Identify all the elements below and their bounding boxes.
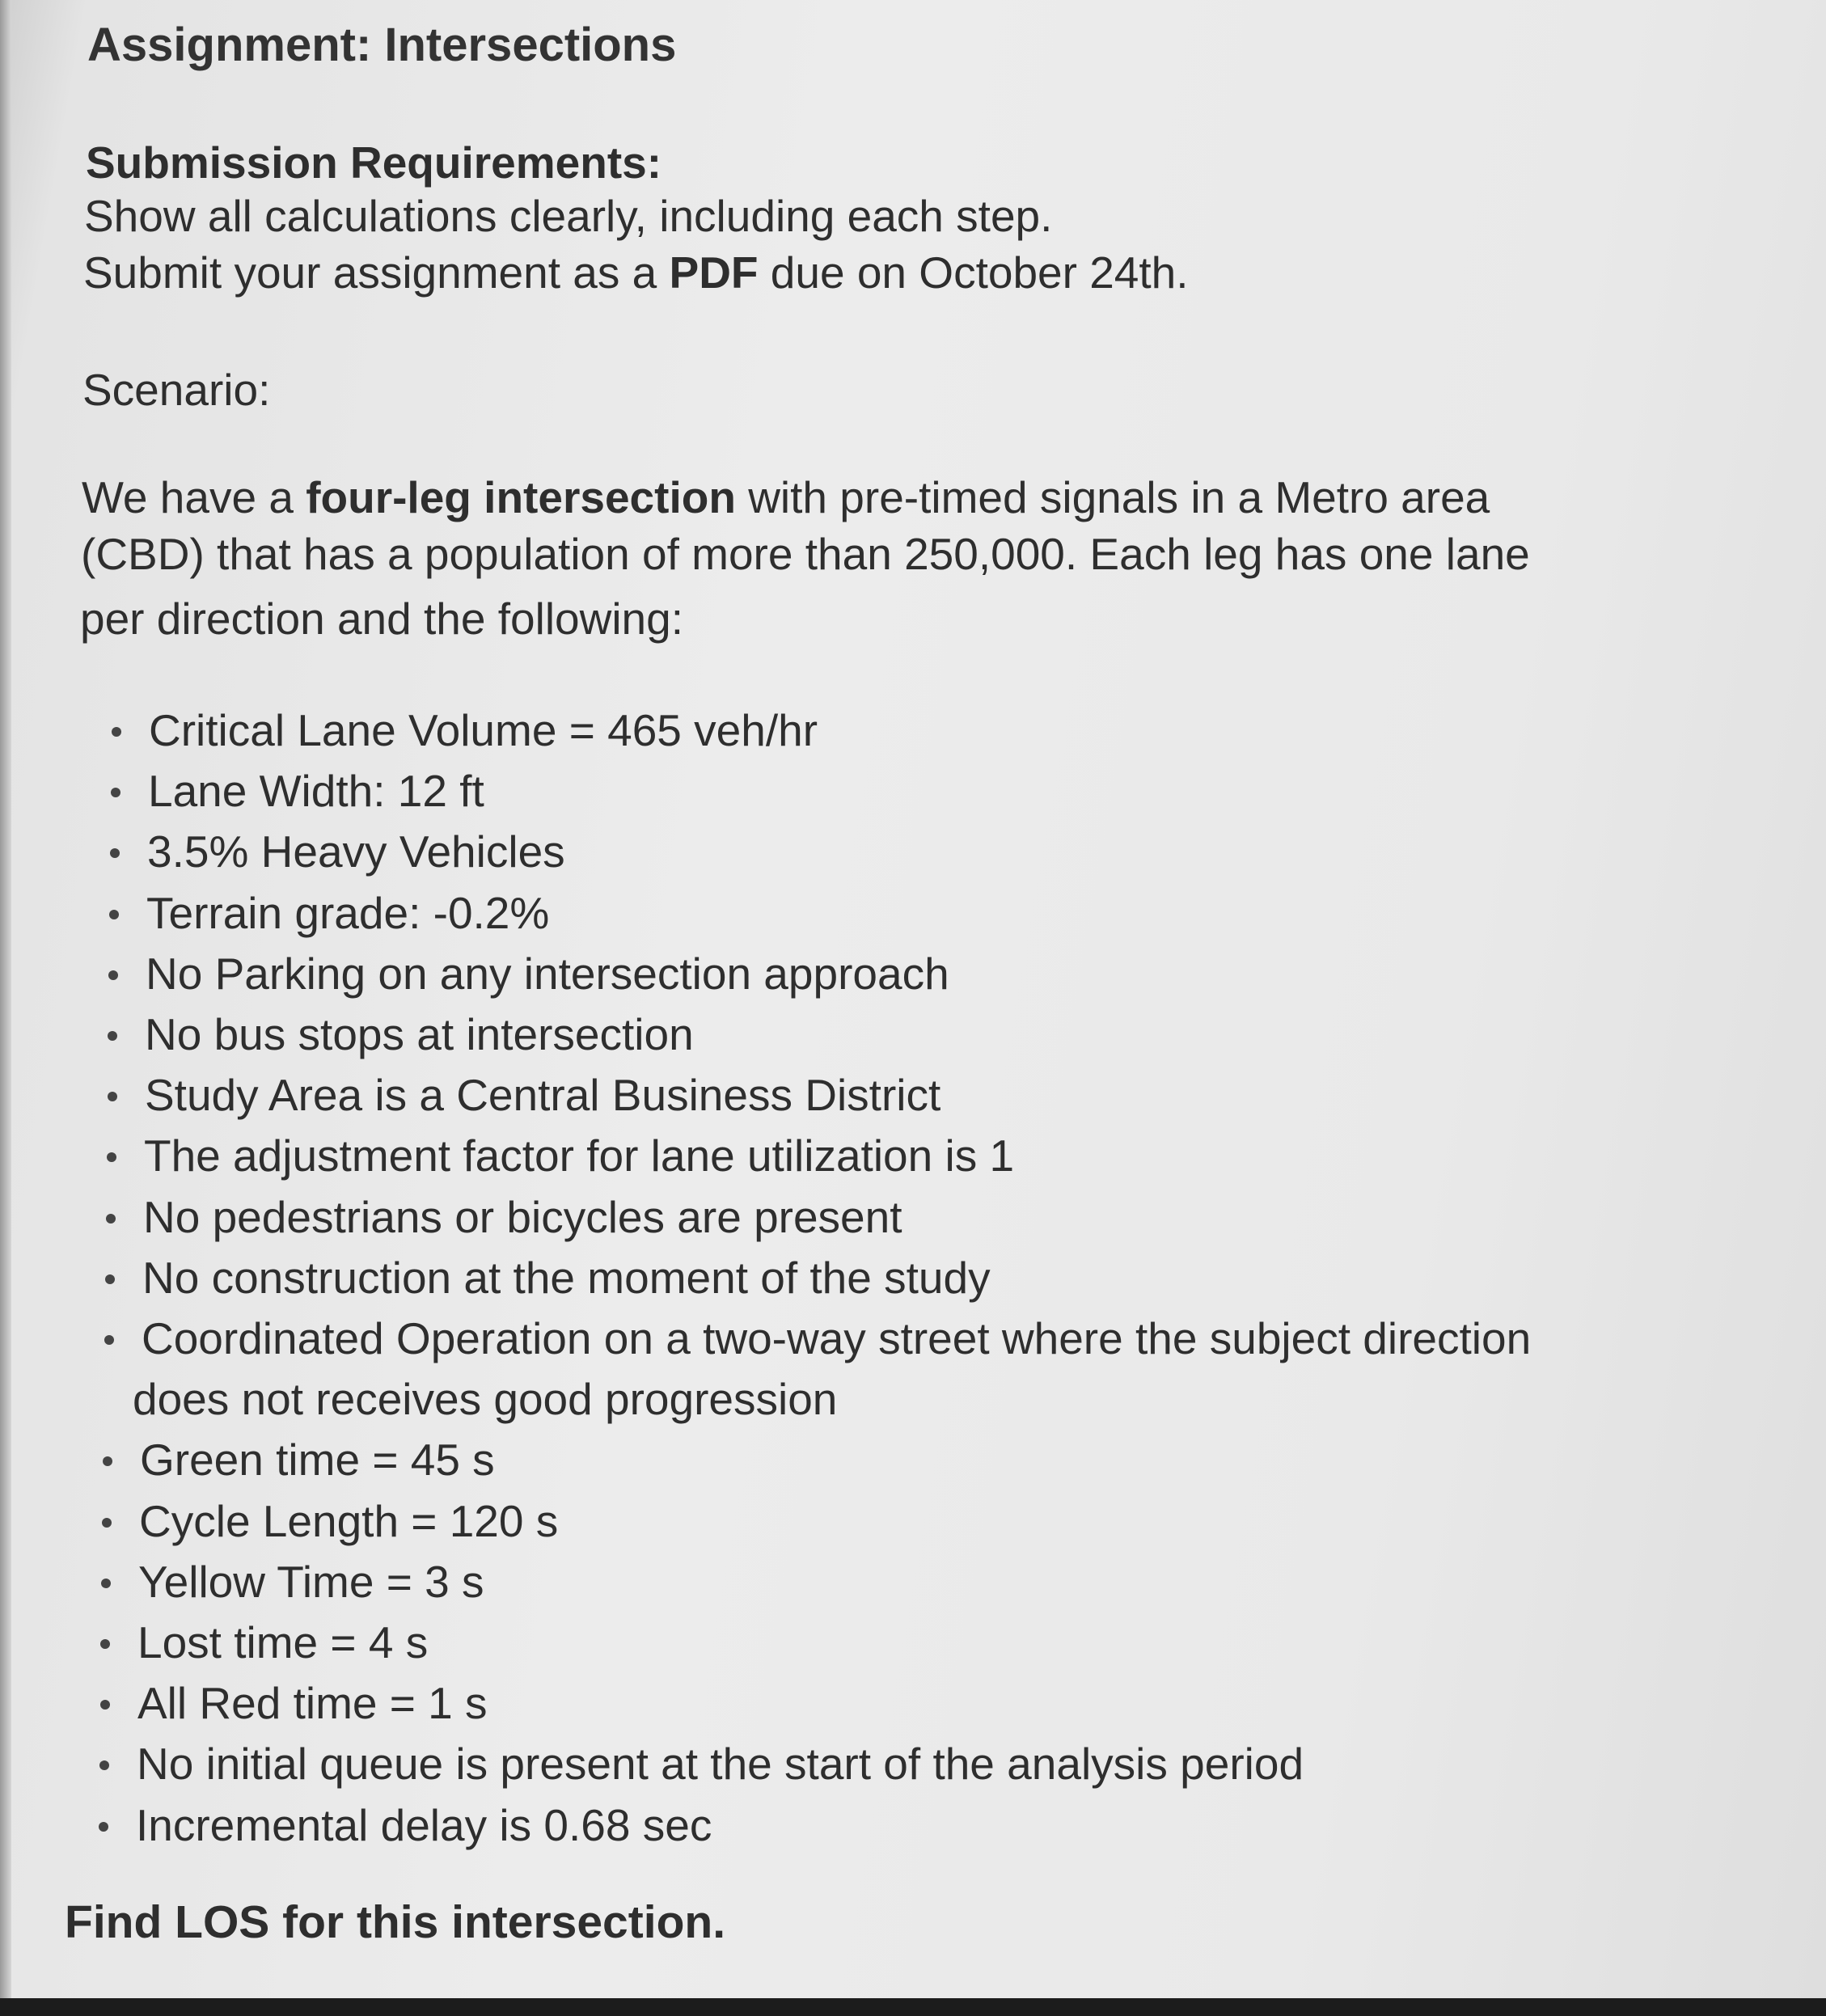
list-item: Terrain grade: -0.2% bbox=[146, 887, 550, 938]
assignment-title: Assignment: Intersections bbox=[87, 19, 677, 71]
list-item: Lost time = 4 s bbox=[137, 1617, 429, 1667]
text: Submit your assignment as a bbox=[83, 247, 670, 298]
bullet-icon bbox=[100, 1700, 110, 1710]
bullet-icon bbox=[108, 1092, 117, 1101]
list-item: No bus stops at intersection bbox=[145, 1009, 694, 1059]
bullet-icon bbox=[106, 1214, 116, 1224]
submission-line-1: Show all calculations clearly, including each step. bbox=[84, 191, 1053, 241]
bullet-icon bbox=[105, 1274, 115, 1284]
submission-heading: Submission Requirements: bbox=[86, 137, 662, 188]
four-leg-bold: four-leg intersection bbox=[306, 472, 736, 522]
list-item: No construction at the moment of the study bbox=[142, 1252, 991, 1303]
screen-edge bbox=[0, 0, 11, 2016]
scenario-heading: Scenario: bbox=[82, 365, 271, 415]
list-item: Incremental delay is 0.68 sec bbox=[136, 1799, 712, 1850]
text: with pre-timed signals in a Metro area bbox=[735, 472, 1490, 522]
text: due on October 24th. bbox=[758, 247, 1189, 298]
scenario-paragraph-line-3: per direction and the following: bbox=[80, 594, 684, 644]
list-item: Critical Lane Volume = 465 veh/hr bbox=[149, 705, 818, 755]
screen-bezel bbox=[0, 1998, 1826, 2016]
list-item: Study Area is a Central Business District bbox=[145, 1070, 941, 1121]
scenario-paragraph-line-2: (CBD) that has a population of more than 250,000. Each leg has one lane bbox=[81, 529, 1530, 579]
bullet-icon bbox=[110, 848, 120, 858]
bullet-icon bbox=[99, 1822, 108, 1832]
bullet-icon bbox=[108, 970, 118, 980]
bullet-icon bbox=[100, 1639, 110, 1649]
bullet-icon bbox=[101, 1579, 111, 1588]
list-item: Lane Width: 12 ft bbox=[148, 766, 484, 817]
list-item: Green time = 45 s bbox=[140, 1435, 495, 1486]
list-item: Coordinated Operation on a two-way street where the subject direction bbox=[142, 1313, 1532, 1363]
list-item-continuation: does not receives good progression bbox=[133, 1374, 838, 1425]
list-item: Cycle Length = 120 s bbox=[139, 1495, 559, 1546]
bullet-icon bbox=[103, 1456, 112, 1466]
pdf-bold: PDF bbox=[669, 247, 759, 298]
bullet-icon bbox=[108, 1031, 117, 1041]
scenario-paragraph-line-1 bbox=[82, 467, 1490, 528]
text: We have a bbox=[82, 472, 306, 522]
list-item: No pedestrians or bicycles are present bbox=[143, 1191, 902, 1242]
list-item: No Parking on any intersection approach bbox=[146, 948, 949, 999]
bullet-icon bbox=[111, 788, 120, 797]
bullet-icon bbox=[99, 1760, 109, 1770]
bullet-icon bbox=[104, 1335, 114, 1345]
list-item: Yellow Time = 3 s bbox=[138, 1556, 484, 1607]
list-item: All Red time = 1 s bbox=[137, 1678, 488, 1729]
question: Find LOS for this intersection. bbox=[65, 1896, 726, 1948]
list-item: 3.5% Heavy Vehicles bbox=[147, 826, 565, 877]
bullet-icon bbox=[112, 727, 121, 737]
bullet-icon bbox=[107, 1152, 116, 1162]
list-item: No initial queue is present at the start of the analysis period bbox=[137, 1739, 1304, 1790]
list-item: The adjustment factor for lane utilization is 1 bbox=[144, 1131, 1015, 1181]
bullet-icon bbox=[109, 910, 119, 919]
submission-line-2 bbox=[83, 243, 1189, 303]
bullet-icon bbox=[102, 1518, 112, 1528]
